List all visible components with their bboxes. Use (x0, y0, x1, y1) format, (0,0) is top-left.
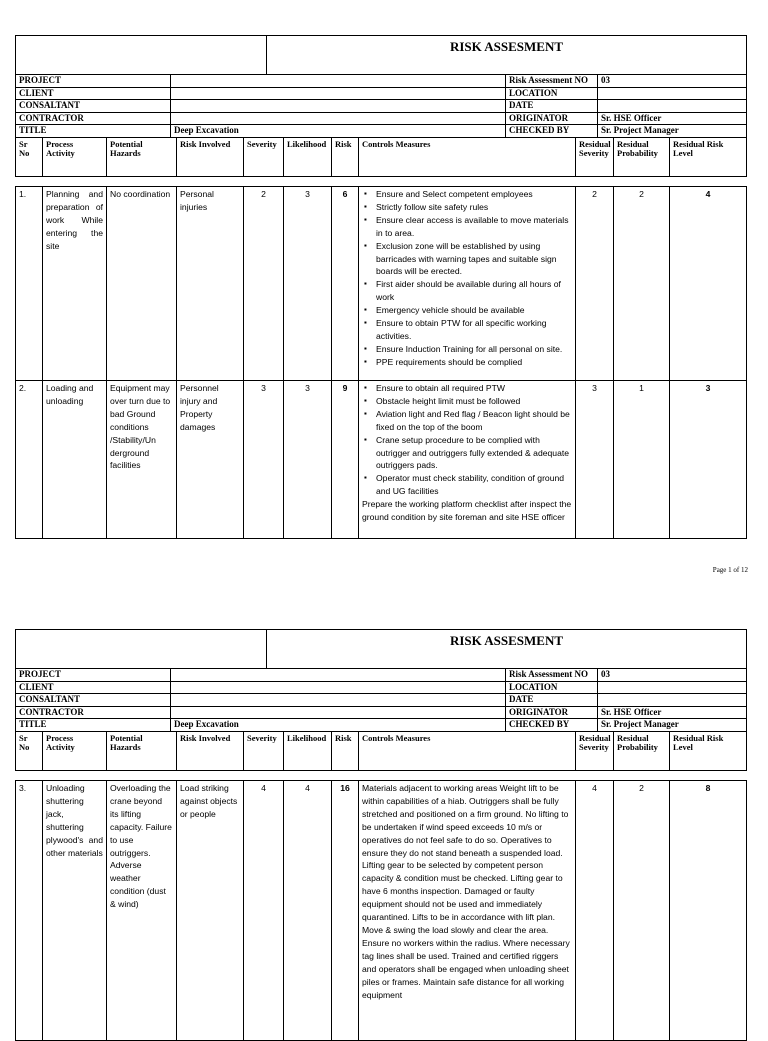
control-item: ▪ Crane setup procedure to be complied with outrigger and outriggers fully extended & adequate outriggers pads. (376, 434, 572, 473)
label-location: LOCATION (506, 88, 598, 100)
value-contractor (171, 707, 506, 719)
control-item: ▪ Operator must check stability, condition of ground and UG facilities (376, 472, 572, 498)
col-res-severity: Residual Severity (576, 138, 614, 176)
col-sr-no: Sr No (16, 138, 43, 176)
control-item: ▪ Ensure to obtain PTW for all specific working activities. (376, 317, 572, 343)
sr-no: 2. (16, 381, 43, 539)
value-title: Deep Excavation (171, 125, 506, 137)
likelihood: 4 (284, 781, 332, 1041)
sr-no: 1. (16, 187, 43, 381)
col-res-probability: Residual Probability (614, 732, 670, 770)
label-ra-no: Risk Assessment NO (506, 75, 598, 87)
label-consultant: CONSALTANT (16, 100, 171, 112)
column-header-row (16, 138, 746, 176)
doc-title: RISK ASSESMENT (449, 633, 564, 648)
label-consultant: CONSALTANT (16, 694, 171, 706)
col-risk-involved: Risk Involved (177, 138, 244, 176)
potential-hazard: No coordination (107, 187, 177, 381)
col-process-activity: Process Activity (43, 732, 107, 770)
table-row (16, 381, 747, 539)
risk-score: 6 (332, 187, 359, 381)
process-activity: Loading and unloading (43, 381, 107, 539)
process-activity: Unloading shuttering jack, shuttering plywood's and other materials (43, 781, 107, 1041)
label-title: TITLE (16, 719, 171, 731)
potential-hazard: Equipment may over turn due to bad Ground conditions /Stability/Un derground facilities (107, 381, 177, 539)
value-location (598, 682, 746, 694)
residual-severity: 2 (576, 187, 614, 381)
label-ra-no: Risk Assessment NO (506, 669, 598, 681)
control-item: ▪ Emergency vehicle should be available (376, 304, 572, 317)
col-likelihood: Likelihood (284, 732, 332, 770)
label-location: LOCATION (506, 682, 598, 694)
col-risk: Risk (332, 138, 359, 176)
risk-score: 16 (332, 781, 359, 1041)
value-client (171, 682, 506, 694)
residual-probability: 2 (614, 187, 670, 381)
col-severity: Severity (244, 732, 284, 770)
residual-probability: 2 (614, 781, 670, 1041)
value-consultant (171, 694, 506, 706)
sr-no: 3. (16, 781, 43, 1041)
col-res-probability: Residual Probability (614, 138, 670, 176)
label-client: CLIENT (16, 88, 171, 100)
control-item: ▪ Obstacle height limit must be followed (376, 395, 572, 408)
control-item: ▪ Exclusion zone will be established by using barricades with warning tapes and suitable sign boards will be erected. (376, 240, 572, 279)
value-title: Deep Excavation (171, 719, 506, 731)
likelihood: 3 (284, 381, 332, 539)
value-project (171, 75, 506, 87)
table-row (16, 187, 747, 381)
residual-risk-level: 4 (670, 187, 747, 381)
col-potential-hazards: Potential Hazards (107, 138, 177, 176)
residual-risk-level: 3 (670, 381, 747, 539)
label-contractor: CONTRACTOR (16, 707, 171, 719)
col-risk: Risk (332, 732, 359, 770)
likelihood: 3 (284, 187, 332, 381)
severity: 3 (244, 381, 284, 539)
risk-score: 9 (332, 381, 359, 539)
control-item: ▪ PPE requirements should be complied (376, 356, 572, 369)
col-controls: Controls Measures (359, 732, 576, 770)
control-item: ▪ First aider should be available during all hours of work (376, 278, 572, 304)
control-item: ▪ Strictly follow site safety rules (376, 201, 572, 214)
value-consultant (171, 100, 506, 112)
value-originator: Sr. HSE Officer (601, 112, 662, 123)
page-number: Page 1 of 12 (712, 566, 748, 574)
title-blank-cell (16, 36, 267, 74)
control-item: ▪ Ensure to obtain all required PTW (376, 382, 572, 395)
residual-severity: 4 (576, 781, 614, 1041)
residual-risk-level: 8 (670, 781, 747, 1041)
severity: 4 (244, 781, 284, 1041)
process-activity: Planning and preparation of work While entering the site (43, 187, 107, 381)
risk-table-page2 (15, 780, 747, 1041)
label-project: PROJECT (16, 669, 171, 681)
col-sr-no: Sr No (16, 732, 43, 770)
header-block-page1 (15, 35, 747, 177)
value-ra-no: 03 (601, 669, 610, 679)
risk-involved: Load striking against objects or people (177, 781, 244, 1041)
residual-probability: 1 (614, 381, 670, 539)
risk-involved: Personnel injury and Property damages (177, 381, 244, 539)
label-checked-by: CHECKED BY (506, 125, 598, 137)
col-potential-hazards: Potential Hazards (107, 732, 177, 770)
controls-measures: Materials adjacent to working areas Weight lift to be within capabilities of a hiab. Outriggers shall be fully stretched and positioned on a firm ground. No lifting to be undertaken if wind speed exceeds 10 m/s or operatives do not feel safe to do so. Operatives to ensure they do not stand beneath a suspended load. Lifting gear to be selected by competent person capacity & condition must be checked. Lifting gear to have 6 months inspection. Damaged or faulty equipment should not be used and immediately quarantined. Lifts to be in accordance with lift plan. Move & swing the load slowly and clear the area. Ensure no workers within the radius. Where necessary tag lines shall be used. Trained and certified riggers and operators shall be engaged when unloading sheet piles or frames. Maintain safe distance for all working equipment (359, 781, 576, 1041)
value-originator: Sr. HSE Officer (601, 706, 662, 717)
value-location (598, 88, 746, 100)
label-title: TITLE (16, 125, 171, 137)
col-likelihood: Likelihood (284, 138, 332, 176)
table-row (16, 781, 747, 1041)
control-note: Prepare the working platform checklist after inspect the ground condition by site foreman and site HSE officer (362, 499, 572, 523)
severity: 2 (244, 187, 284, 381)
col-res-risk-level: Residual Risk Level (673, 732, 724, 752)
risk-table-page1 (15, 186, 747, 539)
control-item: ▪ Ensure Induction Training for all personal on site. (376, 343, 572, 356)
value-contractor (171, 113, 506, 125)
label-client: CLIENT (16, 682, 171, 694)
label-checked-by: CHECKED BY (506, 719, 598, 731)
header-block-page2 (15, 629, 747, 771)
col-process-activity: Process Activity (43, 138, 107, 176)
value-checked-by: Sr. Project Manager (601, 719, 679, 729)
control-item: ▪ Ensure and Select competent employees (376, 188, 572, 201)
value-client (171, 88, 506, 100)
label-project: PROJECT (16, 75, 171, 87)
doc-title: RISK ASSESMENT (449, 39, 564, 54)
label-originator: ORIGINATOR (506, 707, 598, 719)
label-contractor: CONTRACTOR (16, 113, 171, 125)
label-date: DATE (506, 694, 598, 706)
column-header-row (16, 732, 746, 770)
col-risk-involved: Risk Involved (177, 732, 244, 770)
value-ra-no: 03 (601, 75, 610, 85)
col-controls: Controls Measures (359, 138, 576, 176)
label-date: DATE (506, 100, 598, 112)
controls-measures (359, 381, 576, 539)
potential-hazard: Overloading the crane beyond its lifting capacity. Failure to use outriggers. Adverse weather condition (dust & wind) (107, 781, 177, 1041)
col-severity: Severity (244, 138, 284, 176)
risk-involved: Personal injuries (177, 187, 244, 381)
residual-severity: 3 (576, 381, 614, 539)
value-date (598, 694, 746, 706)
controls-measures (359, 187, 576, 381)
control-item: ▪ Aviation light and Red flag / Beacon light should be fixed on the top of the boom (376, 408, 572, 434)
control-item: ▪ Ensure clear access is available to move materials in to area. (376, 214, 572, 240)
col-res-risk-level: Residual Risk Level (673, 138, 724, 158)
value-checked-by: Sr. Project Manager (601, 125, 679, 135)
value-date (598, 100, 746, 112)
title-blank-cell (16, 630, 267, 668)
label-originator: ORIGINATOR (506, 113, 598, 125)
value-project (171, 669, 506, 681)
col-res-severity: Residual Severity (576, 732, 614, 770)
